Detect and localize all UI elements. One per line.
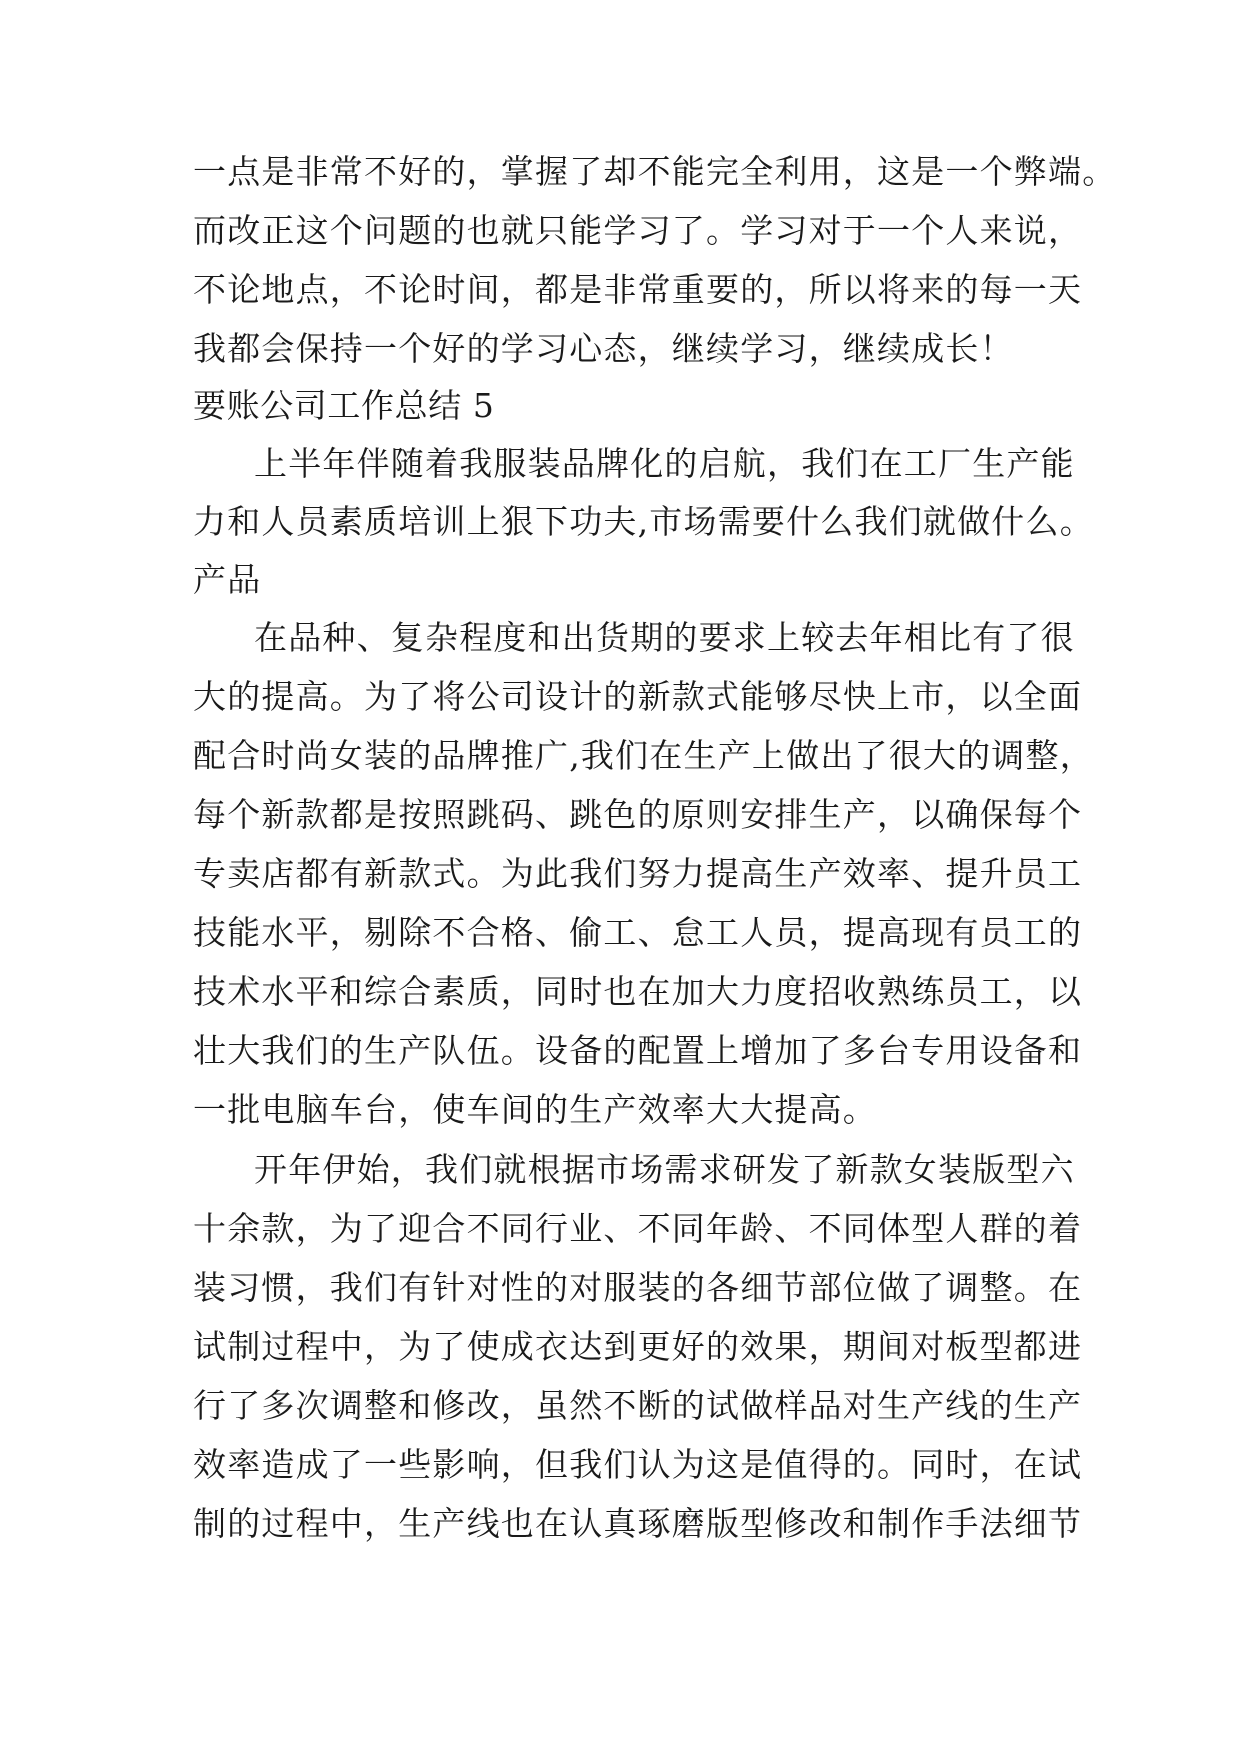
text-line: 一批电脑车台，使车间的生产效率大大提高。 bbox=[193, 1090, 877, 1129]
text-line: 不论地点，不论时间，都是非常重要的，所以将来的每一天 bbox=[193, 270, 1083, 309]
text-line: 产品 bbox=[193, 560, 262, 599]
text-line: 专卖店都有新款式。为此我们努力提高生产效率、提升员工 bbox=[193, 854, 1083, 893]
text-line: 试制过程中，为了使成衣达到更好的效果，期间对板型都进 bbox=[193, 1327, 1083, 1366]
text-line: 一点是非常不好的，掌握了却不能完全利用，这是一个弊端。 bbox=[193, 152, 1117, 191]
text-line: 我都会保持一个好的学习心态，继续学习，继续成长！ bbox=[193, 329, 1014, 368]
text-line: 大的提高。为了将公司设计的新款式能够尽快上市，以全面 bbox=[193, 677, 1083, 716]
text-line: 技能水平，剔除不合格、偷工、怠工人员，提高现有员工的 bbox=[193, 913, 1083, 952]
text-line: 技术水平和综合素质，同时也在加大力度招收熟练员工，以 bbox=[193, 972, 1083, 1011]
text-line: 开年伊始，我们就根据市场需求研发了新款女装版型六 bbox=[254, 1150, 1075, 1189]
text-line: 上半年伴随着我服装品牌化的启航，我们在工厂生产能 bbox=[254, 444, 1075, 483]
text-line: 每个新款都是按照跳码、跳色的原则安排生产，以确保每个 bbox=[193, 795, 1083, 834]
text-line: 十余款，为了迎合不同行业、不同年龄、不同体型人群的着 bbox=[193, 1209, 1083, 1248]
text-line: 而改正这个问题的也就只能学习了。学习对于一个人来说， bbox=[193, 211, 1083, 250]
text-line: 力和人员素质培训上狠下功夫,市场需要什么我们就做什么。 bbox=[193, 502, 1094, 541]
text-line: 配合时尚女装的品牌推广,我们在生产上做出了很大的调整， bbox=[193, 736, 1094, 775]
text-line: 效率造成了一些影响，但我们认为这是值得的。同时，在试 bbox=[193, 1445, 1083, 1484]
text-line: 行了多次调整和修改，虽然不断的试做样品对生产线的生产 bbox=[193, 1386, 1083, 1425]
section-heading: 要账公司工作总结 5 bbox=[193, 386, 495, 425]
text-line: 壮大我们的生产队伍。设备的配置上增加了多台专用设备和 bbox=[193, 1031, 1083, 1070]
text-line: 装习惯，我们有针对性的对服装的各细节部位做了调整。在 bbox=[193, 1268, 1083, 1307]
text-line: 制的过程中，生产线也在认真琢磨版型修改和制作手法细节 bbox=[193, 1504, 1083, 1543]
text-line: 在品种、复杂程度和出货期的要求上较去年相比有了很 bbox=[254, 618, 1075, 657]
